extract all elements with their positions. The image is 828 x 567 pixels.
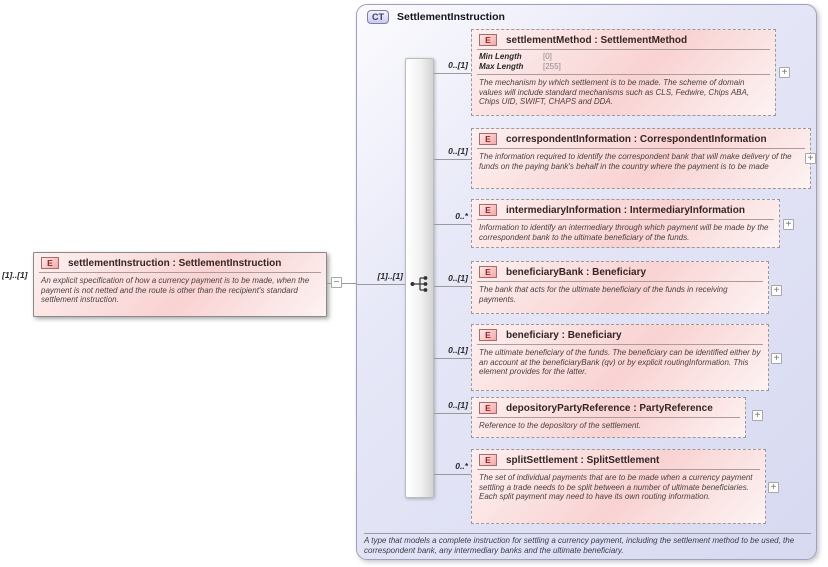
connector-line bbox=[434, 73, 471, 74]
connector-line bbox=[434, 413, 471, 414]
element-box-correspondentInformation[interactable] bbox=[471, 128, 811, 189]
connector-line bbox=[434, 358, 471, 359]
connector-line bbox=[434, 159, 471, 160]
expand-icon[interactable]: + bbox=[771, 285, 782, 296]
element-icon: E bbox=[479, 204, 497, 216]
divider bbox=[364, 533, 811, 534]
element-title: settlementMethod : SettlementMethod bbox=[506, 34, 688, 46]
complex-type-container bbox=[356, 4, 817, 560]
element-icon: E bbox=[479, 266, 497, 278]
complex-type-header bbox=[367, 10, 505, 24]
connector-line bbox=[434, 286, 471, 287]
element-title: beneficiaryBank : Beneficiary bbox=[506, 266, 647, 278]
cardinality-label: 0..* bbox=[455, 461, 468, 471]
root-element-annotation: An explicit specification of how a currency payment is to be made, when the payment is not netted and the route is other than the recipient's standard settlement instruction. bbox=[41, 276, 310, 305]
element-box-settlementMethod[interactable] bbox=[471, 29, 776, 116]
element-box-beneficiary[interactable] bbox=[471, 324, 769, 391]
root-element-box[interactable] bbox=[33, 252, 327, 317]
element-title: depositoryPartyReference : PartyReference bbox=[506, 402, 713, 414]
complex-type-annotation: A type that models a complete instruction for settling a currency payment, including the settlement method to be used, the correspondent bank, any intermediary banks and the ultimate beneficiary. bbox=[364, 536, 795, 555]
element-icon: E bbox=[479, 329, 497, 341]
element-annotation: The ultimate beneficiary of the funds. The beneficiary can be identified either by an account at the beneficiaryBank (qv) or by explicit routingInformation. This element provides for the latter. bbox=[479, 348, 761, 377]
element-annotation: The set of individual payments that are to be made when a currency payment settling a trade needs to be split between a number of ultimate beneficiaries. Each split payment may need to have its own routing information. bbox=[479, 473, 753, 502]
root-element-title: settlementInstruction : SettlementInstruction bbox=[68, 257, 282, 269]
complex-type-title: SettlementInstruction bbox=[397, 11, 505, 23]
cardinality-label: 0..[1] bbox=[448, 273, 468, 283]
cardinality-label: 0..[1] bbox=[448, 400, 468, 410]
element-icon: E bbox=[479, 402, 497, 414]
facet-table bbox=[472, 50, 775, 73]
element-box-depositoryPartyReference[interactable] bbox=[471, 397, 746, 438]
element-annotation: Information to identify an intermediary through which payment will be made by the correspondent bank to the ultimate beneficiary of the funds. bbox=[479, 223, 769, 242]
root-cardinality-label: [1]..[1] bbox=[2, 270, 28, 280]
collapse-icon[interactable]: − bbox=[331, 277, 342, 288]
facet-value: [0] bbox=[543, 52, 552, 61]
element-icon: E bbox=[479, 133, 497, 145]
element-icon: E bbox=[479, 454, 497, 466]
connector-line bbox=[434, 474, 471, 475]
facet-label: Max Length bbox=[479, 62, 524, 71]
complex-type-icon: CT bbox=[367, 10, 389, 24]
expand-icon[interactable]: + bbox=[779, 67, 790, 78]
element-box-splitSettlement[interactable] bbox=[471, 449, 766, 524]
cardinality-label: 0..[1] bbox=[448, 146, 468, 156]
cardinality-label: 0..[1] bbox=[448, 60, 468, 70]
element-annotation: The mechanism by which settlement is to be made. The scheme of domain values will include standard mechanisms such as CLS, Fedwire, Chips ABA, Chips UID, SWIFT, CHAPS and DDA. bbox=[479, 78, 750, 107]
root-element-header bbox=[34, 253, 326, 271]
cardinality-label: 0..[1] bbox=[448, 345, 468, 355]
element-title: splitSettlement : SplitSettlement bbox=[506, 454, 660, 466]
element-annotation: Reference to the depository of the settlement. bbox=[479, 421, 641, 430]
expand-icon[interactable]: + bbox=[771, 353, 782, 364]
facet-value: [255] bbox=[543, 62, 561, 71]
expand-icon[interactable]: + bbox=[805, 153, 816, 164]
expand-icon[interactable]: + bbox=[752, 410, 763, 421]
connector-line bbox=[357, 284, 407, 285]
element-icon: E bbox=[41, 257, 59, 269]
element-title: intermediaryInformation : IntermediaryInformation bbox=[506, 204, 745, 216]
element-box-beneficiaryBank[interactable] bbox=[471, 261, 769, 314]
element-title: beneficiary : Beneficiary bbox=[506, 329, 622, 341]
connector-line bbox=[434, 224, 471, 225]
cardinality-label: 0..* bbox=[455, 211, 468, 221]
element-annotation: The information required to identify the correspondent bank that will make delivery of the funds on the paying bank's behalf in the country where the payment is to be made bbox=[479, 152, 792, 171]
element-icon: E bbox=[479, 34, 497, 46]
element-annotation: The bank that acts for the ultimate beneficiary of the funds in receiving payments. bbox=[479, 285, 728, 304]
sequence-cardinality-label: [1]..[1] bbox=[377, 271, 403, 281]
element-title: correspondentInformation : CorrespondentInformation bbox=[506, 133, 767, 145]
element-box-intermediaryInformation[interactable] bbox=[471, 199, 780, 248]
expand-icon[interactable]: + bbox=[768, 482, 779, 493]
expand-icon[interactable]: + bbox=[783, 219, 794, 230]
facet-label: Min Length bbox=[479, 52, 522, 61]
